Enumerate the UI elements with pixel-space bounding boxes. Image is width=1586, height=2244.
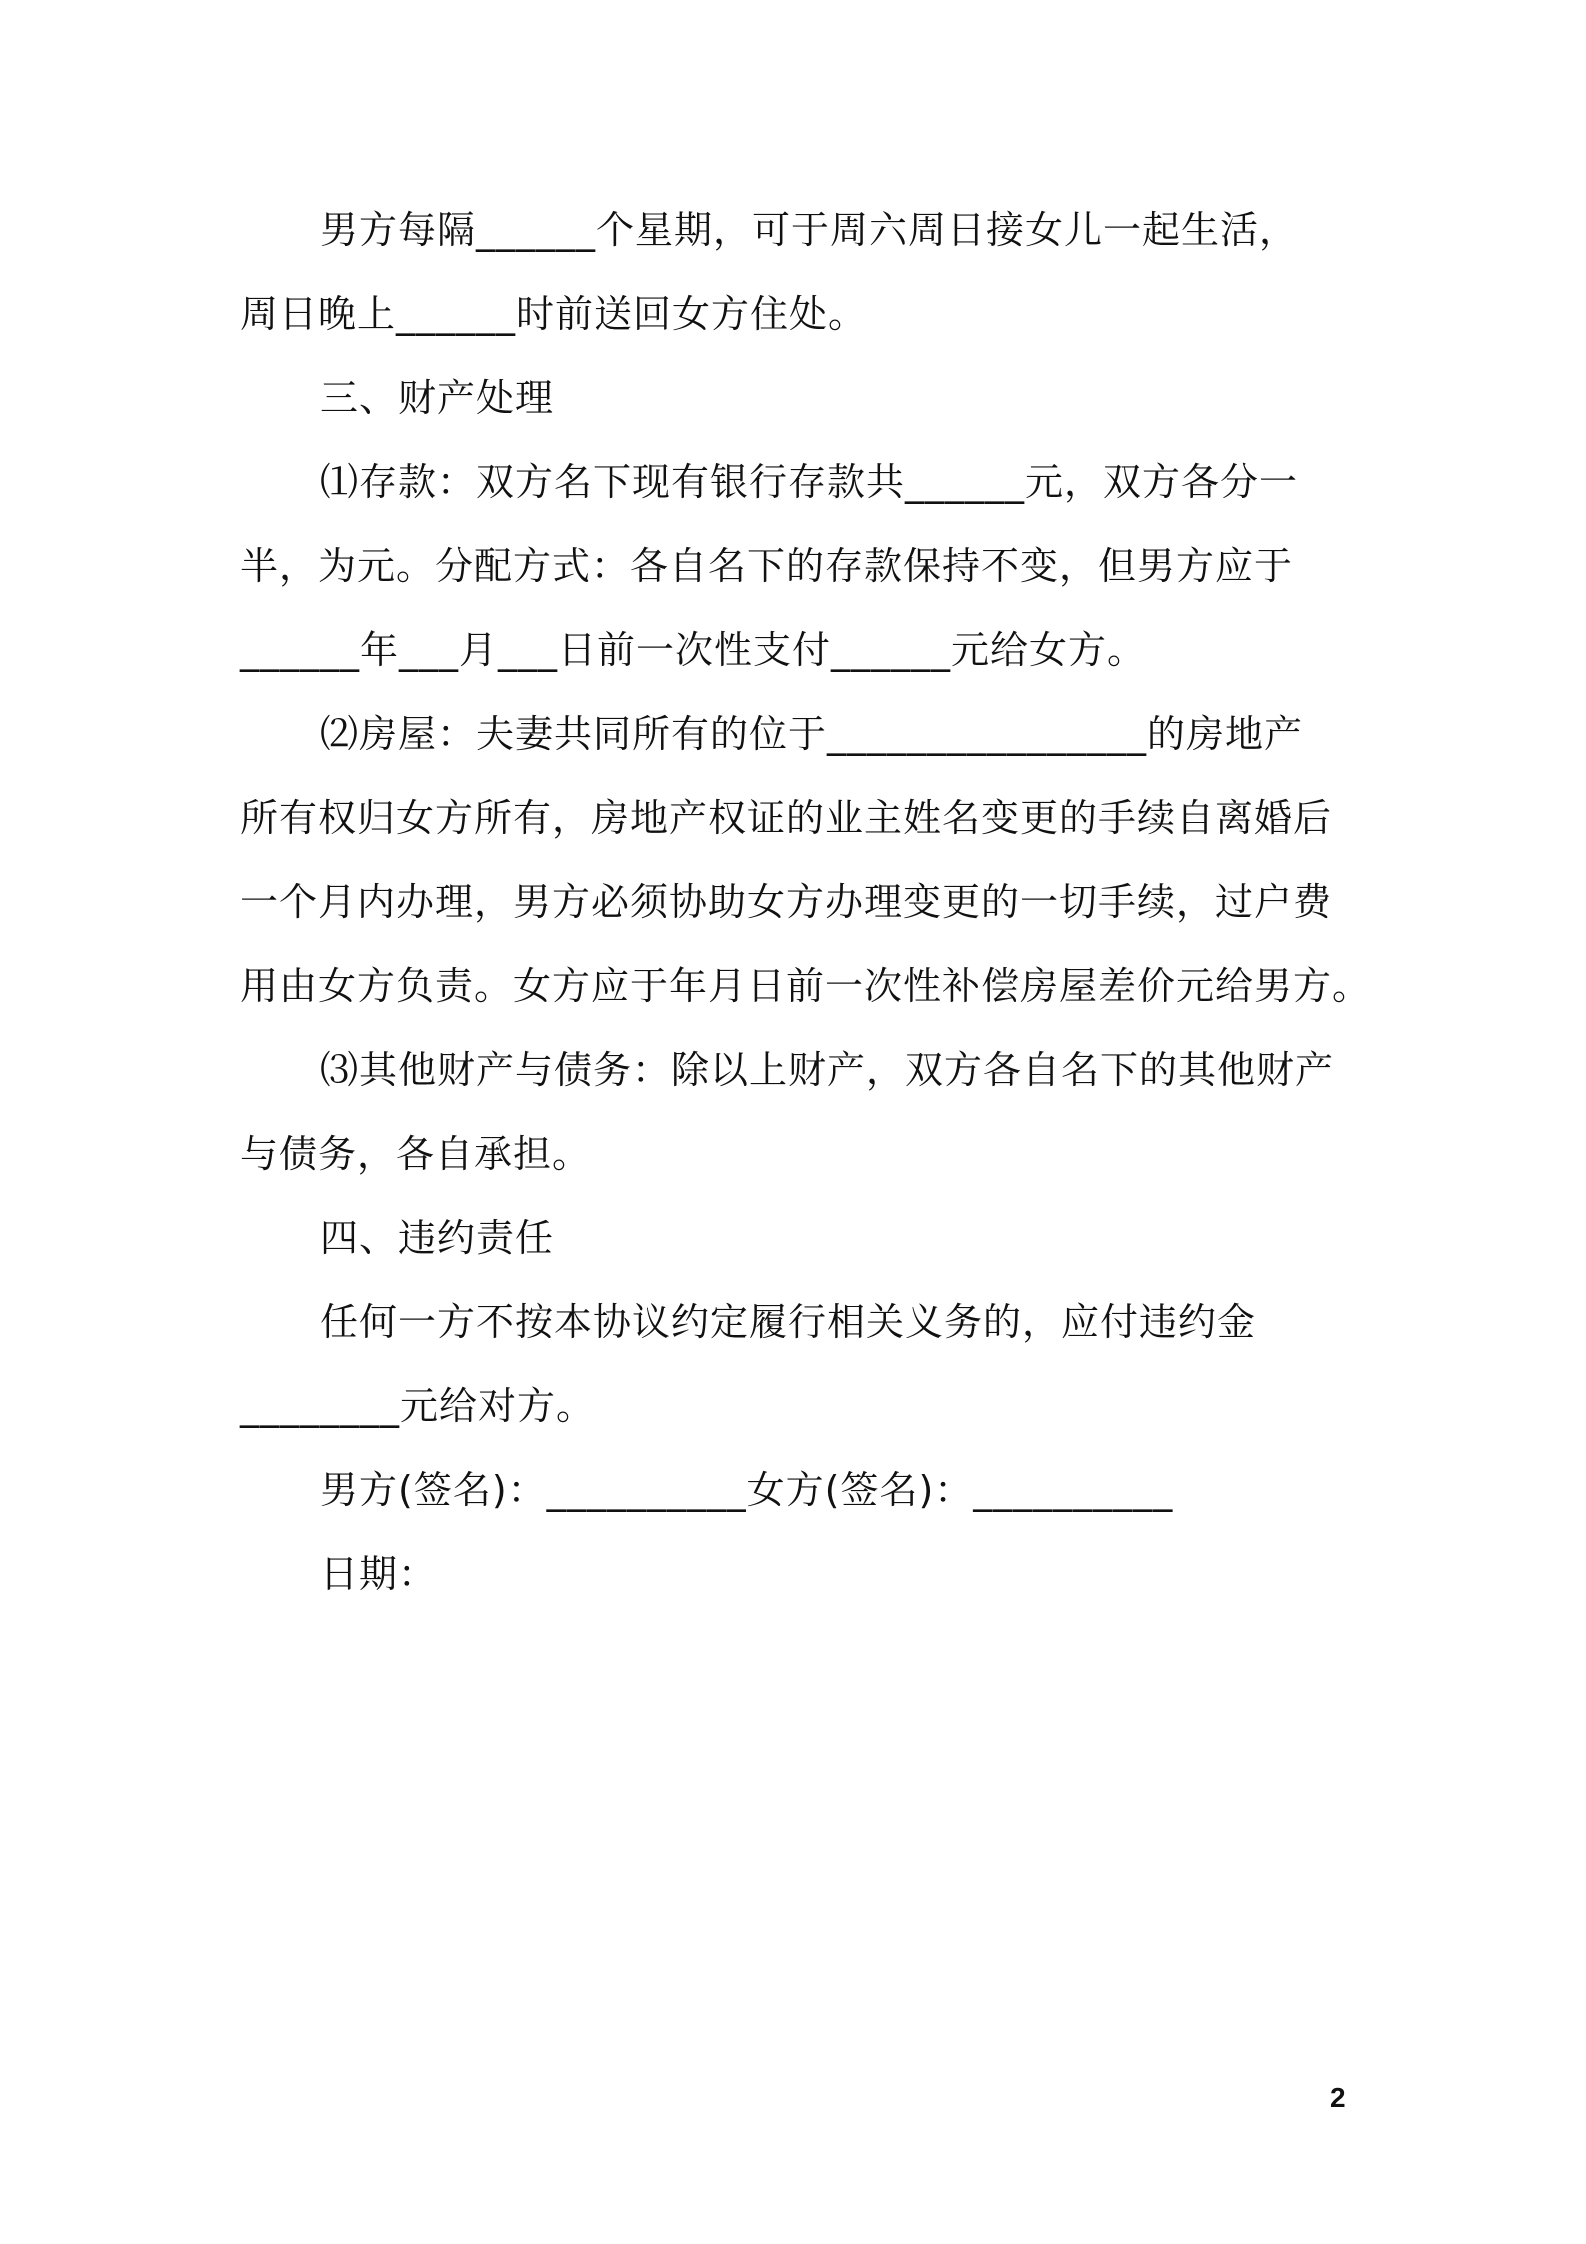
section-heading: 三、财产处理: [320, 376, 555, 420]
section-heading: 四、违约责任: [320, 1216, 555, 1260]
paragraph-line: ⑴存款：双方名下现有银行存款共______元，双方各分一: [320, 460, 1299, 504]
paragraph-line: 与债务，各自承担。: [240, 1132, 592, 1176]
paragraph-line: 周日晚上______时前送回女方住处。: [240, 292, 868, 336]
paragraph-line: ______年___月___日前一次性支付______元给女方。: [240, 628, 1147, 672]
paragraph-line: 所有权归女方所有，房地产权证的业主姓名变更的手续自离婚后: [240, 796, 1333, 840]
paragraph-line: ⑵房屋：夫妻共同所有的位于________________的房地产: [320, 712, 1304, 756]
page-number: 2: [1330, 2082, 1346, 2113]
paragraph-line: 一个月内办理，男方必须协助女方办理变更的一切手续，过户费: [240, 880, 1333, 924]
paragraph-line: ________元给对方。: [240, 1384, 596, 1428]
signature-line: 男方(签名)：__________女方(签名)：__________: [320, 1468, 1174, 1512]
paragraph-line: 半，为元。分配方式：各自名下的存款保持不变，但男方应于: [240, 544, 1294, 588]
paragraph-line: 任何一方不按本协议约定履行相关义务的，应付违约金: [320, 1300, 1257, 1344]
paragraph-line: ⑶其他财产与债务：除以上财产，双方各自名下的其他财产: [320, 1048, 1335, 1092]
paragraph-line: 男方每隔______个星期，可于周六周日接女儿一起生活，: [320, 208, 1299, 252]
paragraph-line: 用由女方负责。女方应于年月日前一次性补偿房屋差价元给男方。: [240, 964, 1372, 1008]
date-line: 日期：: [320, 1552, 438, 1596]
document-body: [240, 188, 1372, 1616]
